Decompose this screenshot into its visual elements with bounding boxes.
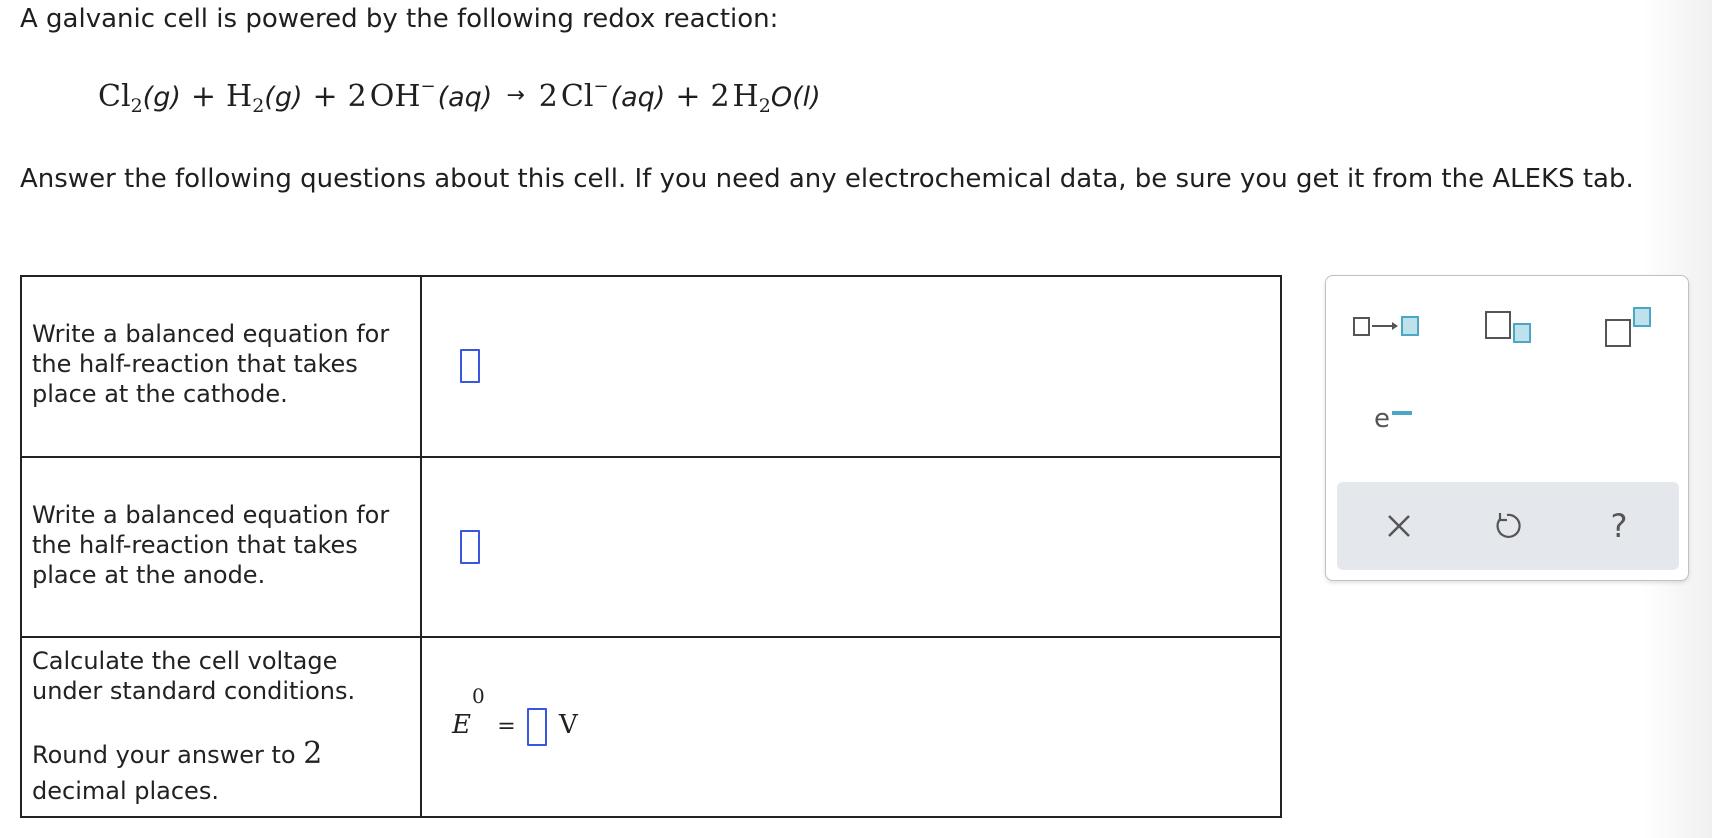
help-icon: ? [1610,507,1628,545]
product-h2o: 2 $H_2O(l)$ [710,79,821,117]
reaction-arrow-template-button[interactable] [1352,312,1424,340]
reaction-arrow-template-icon [1352,312,1424,340]
superscript-template-icon [1604,306,1664,348]
help-button[interactable] [1579,482,1659,570]
product-cl: 2 Cl−(aq) [538,76,666,114]
standard-potential-label: E 0 = [452,684,516,740]
rounding-instruction: Round your answer to 2 decimal places. [32,736,323,805]
anode-answer-box[interactable] [460,530,480,564]
voltage-question [22,638,422,816]
minus-icon [1392,410,1416,418]
row-cathode [22,277,1280,458]
plus-sign: + [675,79,701,114]
electron-label: e [1374,404,1390,434]
undo-icon [1491,510,1523,542]
cathode-answer-box[interactable] [460,349,480,383]
voltage-question-text: Calculate the cell voltage under standard conditions. [32,647,356,705]
question-table [20,275,1282,818]
intro-text: A galvanic cell is powered by the following redox reaction: [20,4,779,34]
instructions-text: Answer the following questions about this cell. If you need any electrochemical data, be sure you get it from the ALEKS tab. [20,164,1634,194]
clear-button[interactable] [1359,482,1439,570]
plus-sign: + [190,79,217,114]
cathode-question: Write a balanced equation for the half-reaction that takes place at the cathode. [22,277,422,456]
voltage-answer-cell[interactable] [422,638,1280,816]
row-anode [22,458,1280,638]
volt-unit: V [559,710,578,740]
reactant-cl2: $Cl_2(g)$ [98,79,181,117]
palette-control-bar [1337,482,1679,570]
reactant-h2: $H_2(g)$ [226,79,303,117]
electron-button[interactable] [1374,404,1414,444]
anode-question: Write a balanced equation for the half-reaction that takes place at the anode. [22,458,422,636]
answer-palette [1325,275,1689,581]
subscript-template-icon [1484,310,1540,346]
subscript-template-button[interactable] [1484,310,1540,346]
reaction-arrow: → [506,83,525,108]
anode-answer-cell[interactable] [422,458,1280,636]
plus-sign: + [312,79,338,114]
row-voltage [22,638,1280,816]
cathode-answer-cell[interactable] [422,277,1280,456]
voltage-answer-box[interactable] [527,708,547,746]
close-icon [1384,511,1414,541]
reactant-oh: 2 OH−(aq) [347,76,493,114]
superscript-template-button[interactable] [1604,306,1664,348]
redox-equation [98,76,821,120]
undo-button[interactable] [1467,482,1547,570]
round-digits: 2 [303,736,323,771]
